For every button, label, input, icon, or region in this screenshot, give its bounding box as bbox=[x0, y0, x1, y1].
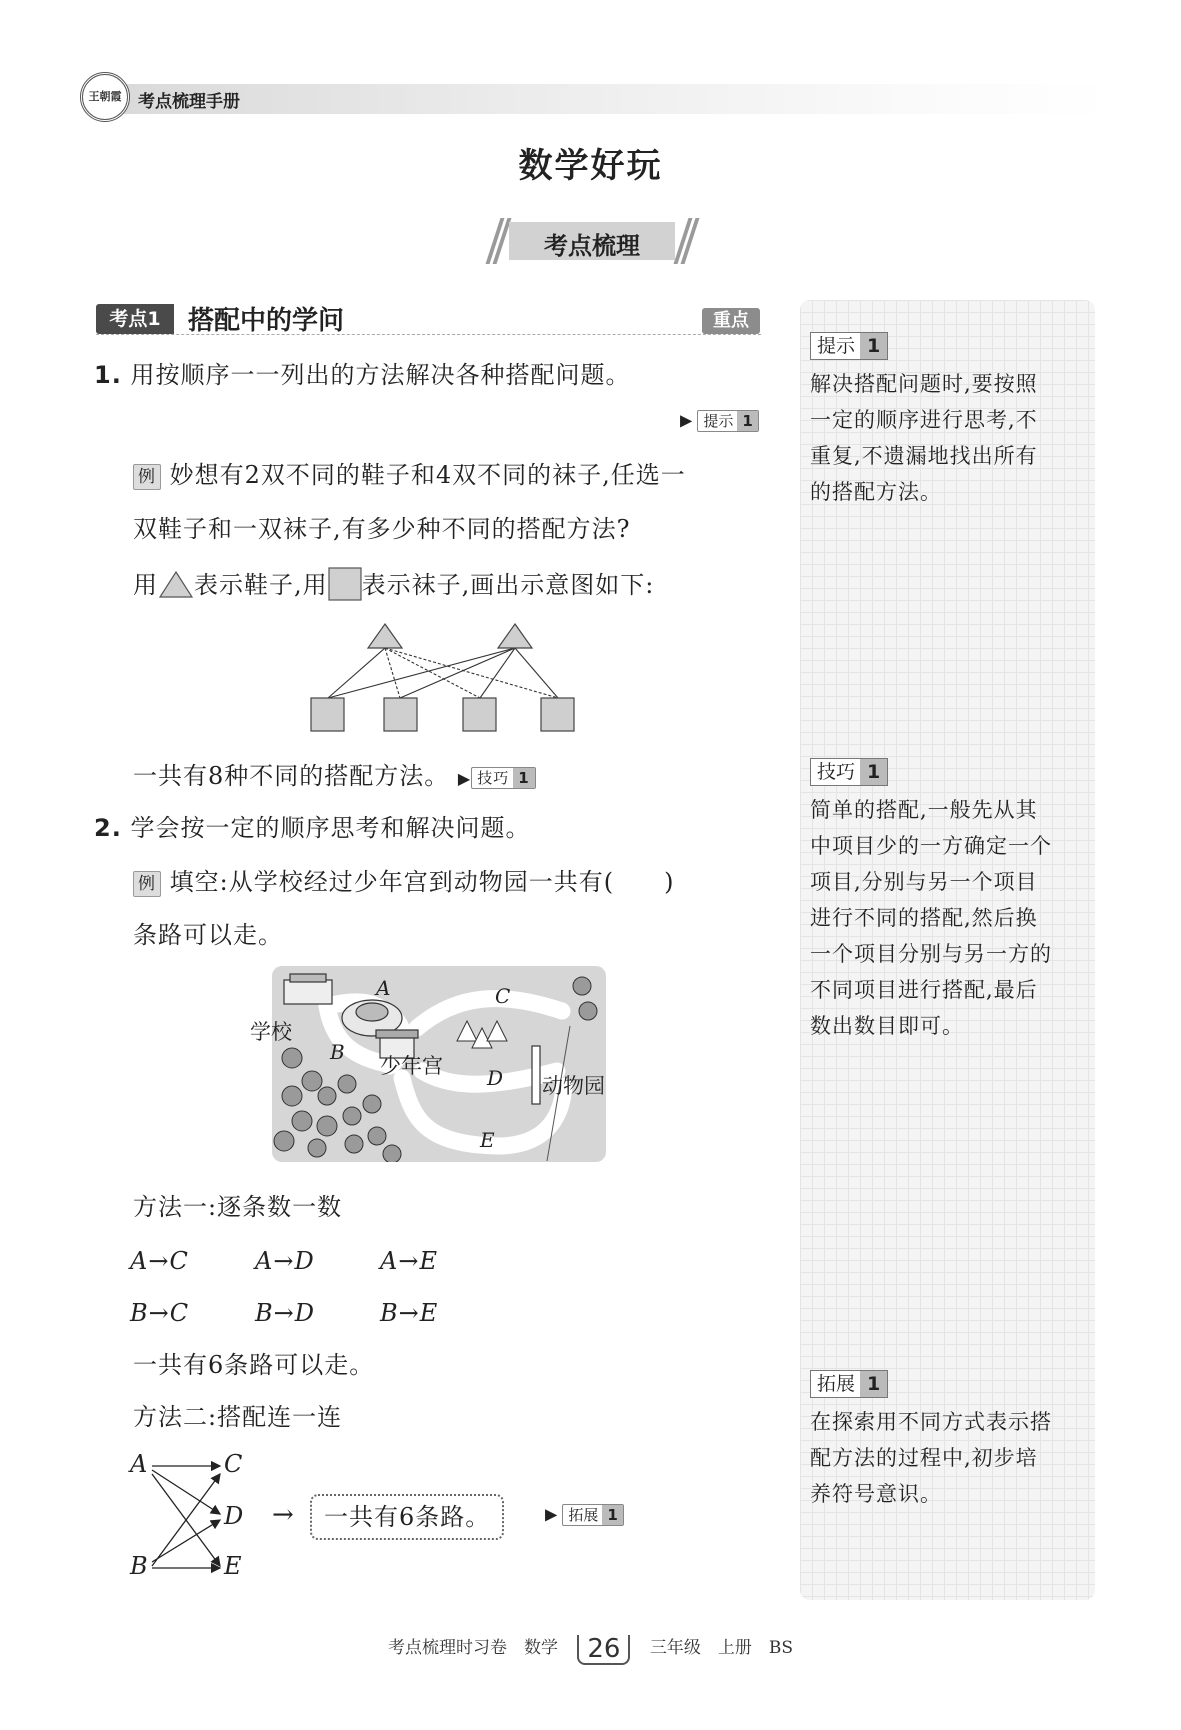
method1-title: 方法一:逐条数一数 bbox=[133, 1193, 343, 1221]
ref-tag: 提示 1 bbox=[697, 410, 758, 432]
map-label-d: D bbox=[487, 1066, 504, 1090]
kaodian-title: 搭配中的学问 bbox=[188, 306, 345, 336]
sidebar-tag-hint: 提示 1 bbox=[810, 332, 888, 360]
result-arrow-icon: → bbox=[272, 1500, 294, 1530]
item1-ref[interactable] bbox=[680, 410, 759, 432]
section-banner bbox=[485, 218, 699, 264]
section-banner-label: 考点梳理 bbox=[544, 232, 640, 260]
ref-tag: 拓展 1 bbox=[562, 1504, 623, 1526]
diagram-node-a: A bbox=[130, 1450, 148, 1478]
map-label-zoo: 动物园 bbox=[542, 1074, 605, 1098]
header-bar bbox=[100, 84, 1110, 114]
path-list-row2: B→C B→D B→E bbox=[130, 1299, 439, 1327]
sidebar-text-extend: 在探索用不同方式表示搭 配方法的过程中,初步培 养符号意识。 bbox=[810, 1410, 1052, 1506]
footer-left: 考点梳理时习卷 数学 bbox=[387, 1638, 558, 1658]
footer bbox=[0, 1633, 1181, 1665]
diagram-node-c: C bbox=[224, 1450, 243, 1478]
item1-number: 1. bbox=[94, 361, 122, 389]
arrow-match-diagram bbox=[128, 1448, 268, 1588]
method2-ref[interactable] bbox=[545, 1504, 624, 1526]
triangle-shoe-icon bbox=[158, 569, 194, 599]
map-label-c: C bbox=[495, 984, 511, 1008]
example-tag: 例 bbox=[133, 464, 161, 490]
map-label-a: A bbox=[376, 976, 391, 1000]
diagram-node-e: E bbox=[224, 1552, 242, 1580]
diagram-node-b: B bbox=[130, 1552, 148, 1580]
method2-result-box: 一共有6条路。 bbox=[310, 1494, 504, 1540]
footer-right: 三年级 上册 BS bbox=[649, 1638, 794, 1658]
item2-number: 2. bbox=[94, 814, 122, 842]
shoe-triangle-2 bbox=[498, 624, 532, 648]
item2-text: 学会按一定的顺序思考和解决问题。 bbox=[130, 814, 531, 842]
page-title: 数学好玩 bbox=[518, 146, 663, 186]
school-building bbox=[284, 974, 332, 1004]
sidebar-text-skill: 简单的搭配,一般先从其 中项目少的一方确定一个 项目,分别与另一个项目 进行不同的搭配,然后换 一个项目分别与另一方的 不同项目进行搭配,最后 数出数目即可。 bbox=[810, 798, 1052, 1038]
sock-square-3 bbox=[463, 698, 496, 731]
map-label-b: B bbox=[330, 1040, 345, 1064]
page-number: 26 bbox=[577, 1635, 630, 1665]
diagram-node-d: D bbox=[224, 1502, 244, 1530]
route-map bbox=[250, 966, 610, 1166]
sock-square-2 bbox=[384, 698, 417, 731]
matching-diagram bbox=[310, 620, 590, 735]
legend-line: 用 表示鞋子,用 表示袜子,画出示意图如下: bbox=[133, 567, 654, 601]
header-title: 考点梳理手册 bbox=[138, 92, 240, 112]
item2-line bbox=[94, 813, 530, 843]
example1-line1: 例 妙想有2双不同的鞋子和4双不同的袜子,任选一 bbox=[133, 460, 686, 490]
map-label-school: 学校 bbox=[250, 1020, 292, 1044]
example2-line1: 例 填空:从学校经过少年宫到动物园一共有( ) bbox=[133, 867, 674, 897]
sidebar-tag-skill: 技巧 1 bbox=[810, 758, 888, 786]
item1-text: 用按顺序一一列出的方法解决各种搭配问题。 bbox=[130, 361, 631, 389]
play-arrow-icon: ▶ bbox=[680, 410, 693, 430]
key-point-badge: 重点 bbox=[702, 308, 760, 334]
ref-tag[interactable]: 技巧 1 bbox=[471, 767, 535, 789]
heading-divider bbox=[96, 334, 761, 335]
item1-answer: 一共有8种不同的搭配方法。 ▶ 技巧 1 bbox=[133, 761, 536, 794]
example2-line2: 条路可以走。 bbox=[133, 921, 283, 949]
example-tag: 例 bbox=[133, 871, 161, 897]
play-arrow-icon: ▶ bbox=[457, 769, 472, 788]
sock-square-1 bbox=[311, 698, 344, 731]
zoo-gate bbox=[532, 1046, 540, 1104]
method1-result: 一共有6条路可以走。 bbox=[133, 1351, 375, 1379]
map-label-e: E bbox=[480, 1128, 495, 1152]
sidebar-text-hint: 解决搭配问题时,要按照 一定的顺序进行思考,不 重复,不遗漏地找出所有 的搭配方法。 bbox=[810, 372, 1038, 504]
sock-square-4 bbox=[541, 698, 574, 731]
map-label-youth-palace: 少年宫 bbox=[380, 1054, 443, 1078]
item1-line bbox=[94, 360, 630, 390]
publisher-logo: 王朝霞 bbox=[80, 72, 130, 122]
kaodian-tag: 考点1 bbox=[96, 304, 174, 334]
square-sock-icon bbox=[328, 567, 362, 601]
method2-title: 方法二:搭配连一连 bbox=[133, 1403, 343, 1431]
example1-line2: 双鞋子和一双袜子,有多少种不同的搭配方法? bbox=[133, 515, 631, 543]
play-arrow-icon: ▶ bbox=[545, 1504, 558, 1524]
path-list-row1: A→C A→D A→E bbox=[130, 1247, 438, 1275]
sidebar-tag-extend: 拓展 1 bbox=[810, 1370, 888, 1398]
shoe-triangle-1 bbox=[368, 624, 402, 648]
